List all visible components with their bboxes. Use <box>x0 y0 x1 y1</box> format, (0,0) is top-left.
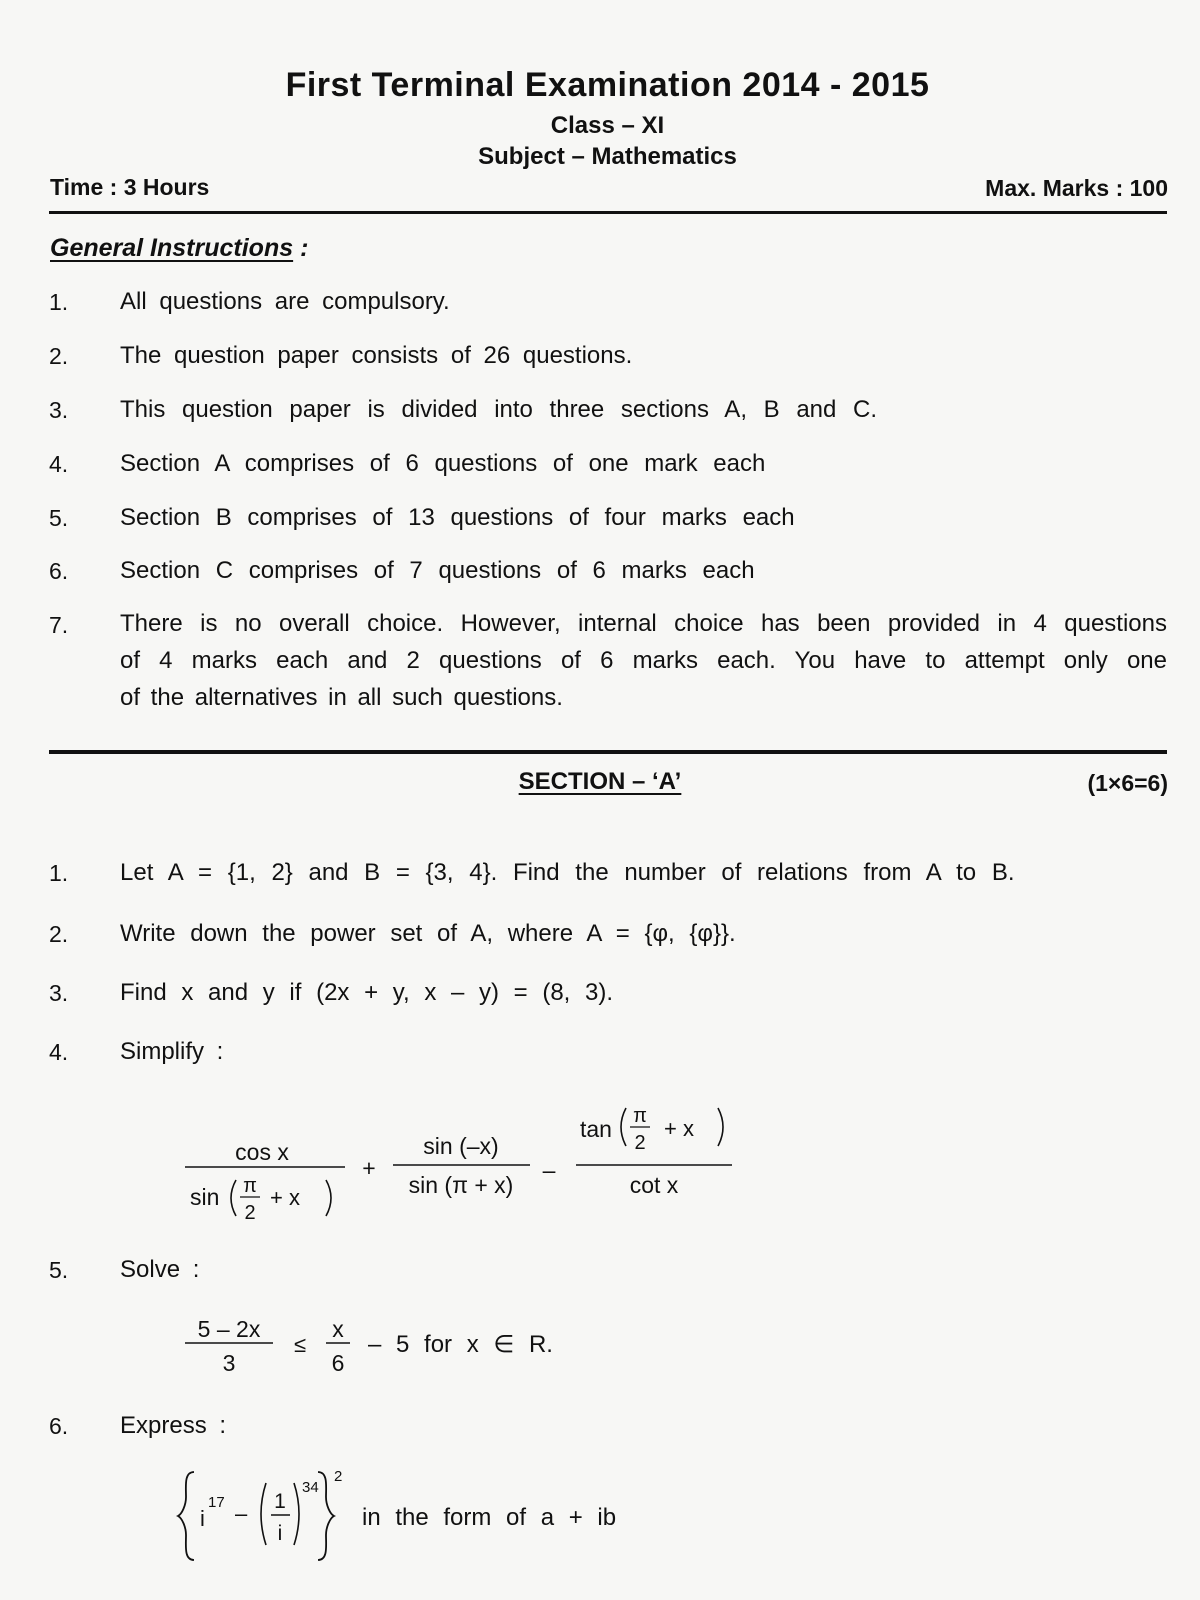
exam-title: First Terminal Examination 2014 - 2015 <box>285 66 930 104</box>
instruction-text: Section A comprises of 6 questions of one mark each <box>120 450 766 477</box>
q4-term3-two: 2 <box>634 1132 646 1154</box>
q6-left-paren <box>261 1483 266 1545</box>
q5-tail: – 5 for x ∈ R. <box>368 1331 553 1358</box>
question-number: 1. <box>49 860 69 886</box>
instruction-text: Section C comprises of 7 questions of 6 marks each <box>120 557 755 584</box>
instruction-number: 4. <box>49 451 69 477</box>
q6-left-brace <box>178 1472 194 1560</box>
instruction-number: 5. <box>49 505 69 531</box>
question-text: Solve : <box>120 1256 200 1283</box>
q4-term3-numerator-fn: tan <box>580 1116 612 1142</box>
section-a-title-text: SECTION – ‘A’ <box>518 768 682 795</box>
q5-leq-sign: ≤ <box>293 1332 307 1357</box>
instruction-text: This question paper is divided into three sections A, B and C. <box>120 396 878 423</box>
q4-operator-plus: + <box>362 1155 376 1181</box>
section-a-marks: (1×6=6) <box>1087 770 1168 796</box>
q4-term1-numerator: cos x <box>235 1139 289 1165</box>
class-line: Class – XI <box>550 112 665 139</box>
instructions-heading-colon: : <box>300 234 309 262</box>
q4-term3-pi: π <box>633 1105 647 1127</box>
instruction-text: The question paper consists of 26 questions. <box>120 342 633 369</box>
instruction-number: 7. <box>49 612 69 638</box>
q4-term1-plus-x: + x <box>270 1185 300 1210</box>
q4-term1-denominator-fn: sin <box>190 1184 220 1210</box>
q5-right-denominator: 6 <box>331 1350 345 1376</box>
q6-minus: – <box>235 1501 248 1526</box>
question-number: 5. <box>49 1257 69 1283</box>
q6-fraction-i: i <box>277 1522 283 1545</box>
instruction-line: of 4 marks each and 2 questions of 6 marks each. You have to attempt only one <box>120 647 1167 674</box>
instruction-line: There is no overall choice. However, internal choice has been provided in 4 questions <box>120 610 1167 637</box>
instruction-number: 1. <box>49 289 69 315</box>
q6-fraction-one: 1 <box>274 1490 286 1513</box>
q6-tail: in the form of a + ib <box>362 1504 617 1531</box>
subject-line: Subject – Mathematics <box>478 143 737 170</box>
q6-exponent-34: 34 <box>302 1479 319 1496</box>
q4-term3-plus-x: + x <box>664 1116 694 1141</box>
q6-exponent-17: 17 <box>208 1494 225 1511</box>
q4-term3-denominator: cot x <box>629 1172 679 1198</box>
q4-term2-denominator: sin (π + x) <box>408 1172 514 1198</box>
instructions-heading-text: General Instructions <box>50 234 294 262</box>
time-allowed: Time : 3 Hours <box>50 174 210 200</box>
question-number: 4. <box>49 1039 69 1065</box>
question-text: Find x and y if (2x + y, x – y) = (8, 3). <box>120 979 614 1006</box>
question-number: 2. <box>49 921 69 947</box>
instruction-number: 6. <box>49 558 69 584</box>
question-text: Write down the power set of A, where A = {φ, {φ}}. <box>120 920 736 947</box>
q4-term1-pi: π <box>243 1175 257 1197</box>
q6-right-paren <box>294 1483 299 1545</box>
q6-right-brace <box>318 1472 334 1560</box>
instruction-text: Section B comprises of 13 questions of four marks each <box>120 504 795 531</box>
q5-left-numerator: 5 – 2x <box>197 1316 261 1342</box>
instruction-number: 2. <box>49 343 69 369</box>
q6-base-i: i <box>200 1506 205 1531</box>
question-text: Simplify : <box>120 1038 224 1065</box>
q5-right-numerator: x <box>332 1316 344 1342</box>
q6-exponent-2: 2 <box>334 1468 343 1485</box>
q5-left-denominator: 3 <box>222 1350 236 1376</box>
question-number: 3. <box>49 980 69 1006</box>
max-marks: Max. Marks : 100 <box>985 175 1168 201</box>
instruction-number: 3. <box>49 397 69 423</box>
instruction-line: of the alternatives in all such questions. <box>120 684 563 711</box>
q4-term2-numerator: sin (–x) <box>423 1133 499 1159</box>
q4-operator-minus: – <box>542 1157 556 1183</box>
instruction-text: All questions are compulsory. <box>120 288 450 315</box>
question-text: Express : <box>120 1412 227 1439</box>
question-number: 6. <box>49 1413 69 1439</box>
question-text: Let A = {1, 2} and B = {3, 4}. Find the number of relations from A to B. <box>120 859 1015 886</box>
q4-term1-two: 2 <box>244 1202 256 1224</box>
